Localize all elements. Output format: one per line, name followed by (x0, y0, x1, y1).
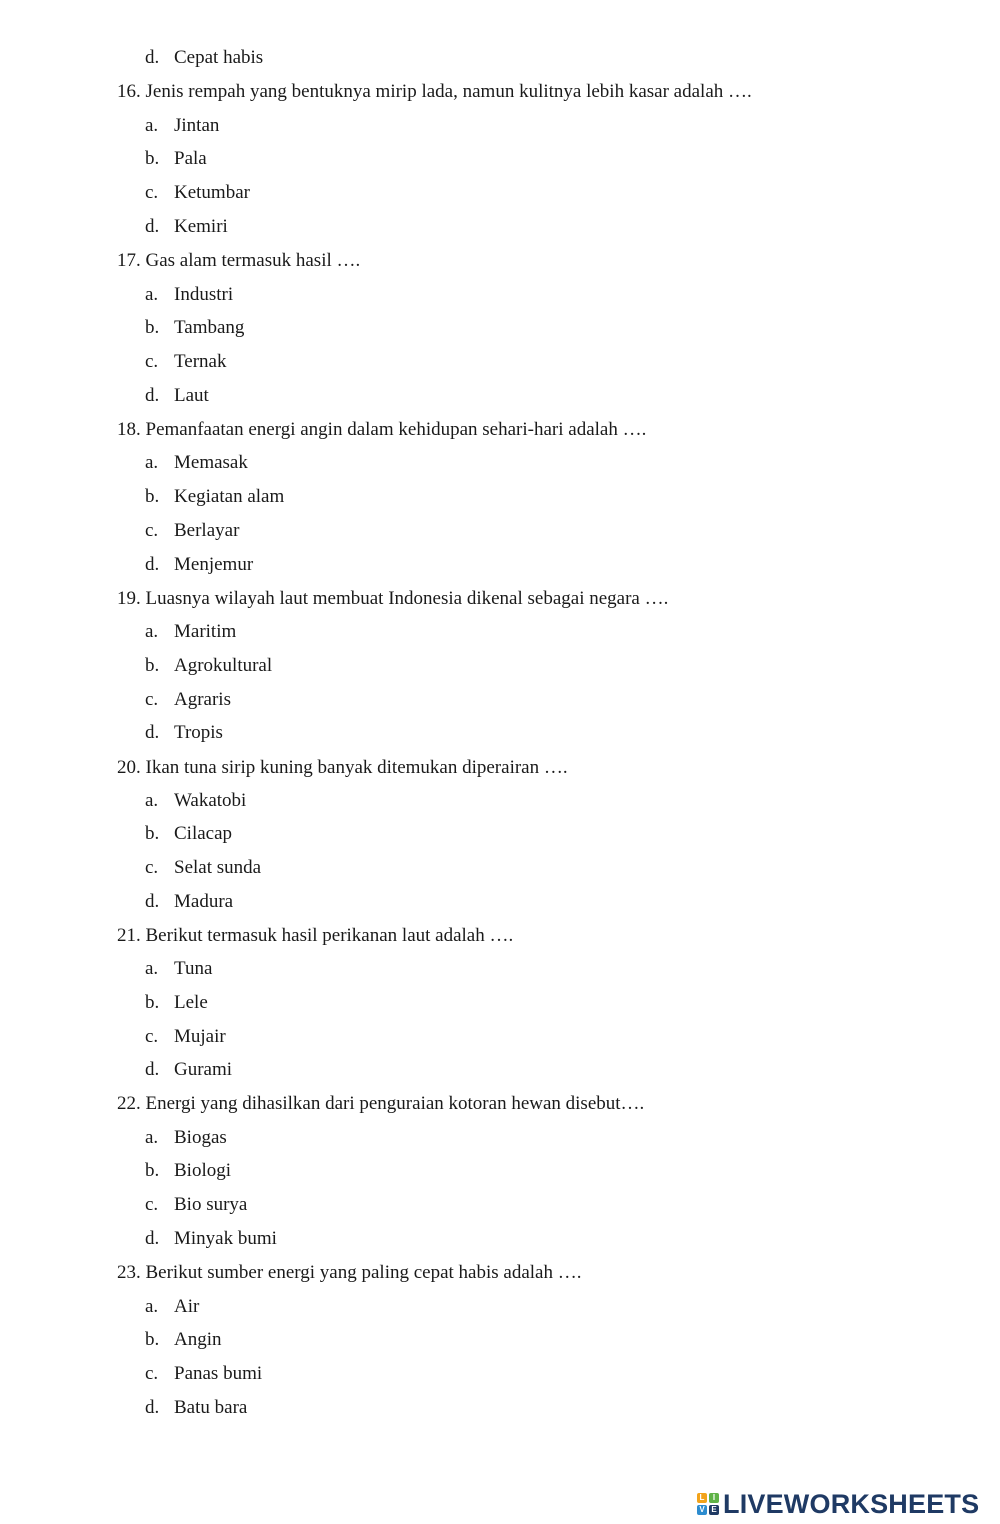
option-row (0, 182, 1000, 204)
option-text: Selat sunda (174, 857, 262, 878)
option-row (0, 1397, 1000, 1419)
option-row (0, 554, 1000, 576)
question-number: 17. (117, 250, 141, 271)
option-row (0, 317, 1000, 339)
option-row (0, 115, 1000, 137)
question-number: 22. (117, 1093, 141, 1114)
option-row (0, 1026, 1000, 1048)
option-text: Mujair (174, 1026, 226, 1047)
option-letter: c. (145, 1026, 159, 1047)
option-row (0, 1127, 1000, 1149)
option-row (0, 1228, 1000, 1250)
question-18 (117, 419, 646, 441)
question-number: 21. (117, 925, 141, 946)
option-row (0, 216, 1000, 238)
option-row (0, 1329, 1000, 1351)
option-text: Kemiri (174, 216, 228, 237)
logo-tile-l: L (697, 1493, 707, 1503)
option-letter: a. (145, 1296, 159, 1317)
option-letter: b. (145, 823, 160, 844)
option-letter: d. (145, 1397, 160, 1418)
logo-tile-e: E (709, 1505, 719, 1515)
option-letter: b. (145, 317, 160, 338)
option-letter: a. (145, 452, 159, 473)
liveworksheets-logo[interactable] (697, 1488, 979, 1520)
option-text: Ternak (174, 351, 227, 372)
question-text: Jenis rempah yang bentuknya mirip lada, namun kulitnya lebih kasar adalah …. (145, 81, 752, 102)
option-letter: d. (145, 554, 160, 575)
option-letter: a. (145, 958, 159, 979)
option-row (0, 1194, 1000, 1216)
option-row (0, 1160, 1000, 1182)
question-text: Pemanfaatan energi angin dalam kehidupan sehari-hari adalah …. (145, 419, 647, 440)
option-row (0, 1363, 1000, 1385)
option-letter: c. (145, 857, 159, 878)
question-19 (117, 588, 668, 610)
option-text: Jintan (174, 115, 220, 136)
question-number: 19. (117, 588, 141, 609)
option-letter: d. (145, 216, 160, 237)
option-row (0, 284, 1000, 306)
question-20 (117, 757, 568, 779)
option-text: Panas bumi (174, 1363, 263, 1384)
option-letter: d. (145, 722, 160, 743)
option-row (0, 351, 1000, 373)
option-letter: c. (145, 351, 159, 372)
option-letter: d. (145, 1228, 160, 1249)
option-text: Kegiatan alam (174, 486, 285, 507)
option-text: Memasak (174, 452, 248, 473)
option-text: Angin (174, 1329, 222, 1350)
option-letter: c. (145, 182, 159, 203)
option-text: Bio surya (174, 1194, 248, 1215)
question-text: Ikan tuna sirip kuning banyak ditemukan diperairan …. (145, 757, 568, 778)
option-letter: b. (145, 992, 160, 1013)
option-text: Agraris (174, 689, 231, 710)
question-16 (117, 81, 752, 103)
question-text: Berikut termasuk hasil perikanan laut adalah …. (145, 925, 514, 946)
option-text: Gurami (174, 1059, 233, 1080)
question-number: 23. (117, 1262, 141, 1283)
option-text: Biogas (174, 1127, 227, 1148)
option-letter: d. (145, 385, 160, 406)
option-letter: b. (145, 1329, 160, 1350)
option-row (0, 823, 1000, 845)
option-row (0, 47, 1000, 69)
option-text: Maritim (174, 621, 237, 642)
option-row (0, 486, 1000, 508)
option-row (0, 992, 1000, 1014)
option-letter: b. (145, 148, 160, 169)
question-text: Gas alam termasuk hasil …. (145, 250, 361, 271)
option-letter: a. (145, 1127, 159, 1148)
option-row (0, 385, 1000, 407)
option-text: Tambang (174, 317, 245, 338)
question-23 (117, 1262, 582, 1284)
question-number: 20. (117, 757, 141, 778)
question-21 (117, 925, 513, 947)
option-row (0, 148, 1000, 170)
option-letter: d. (145, 47, 160, 68)
option-text: Cilacap (174, 823, 233, 844)
option-row (0, 857, 1000, 879)
option-text: Berlayar (174, 520, 240, 541)
option-text: Batu bara (174, 1397, 248, 1418)
option-row (0, 621, 1000, 643)
liveworksheets-brand-text: LIVEWORKSHEETS (723, 1488, 980, 1519)
option-text: Ketumbar (174, 182, 250, 203)
option-letter: a. (145, 790, 159, 811)
option-text: Wakatobi (174, 790, 247, 811)
question-number: 16. (117, 81, 141, 102)
option-letter: a. (145, 284, 159, 305)
liveworksheets-logo-icon (697, 1493, 719, 1515)
option-row (0, 722, 1000, 744)
option-text: Tuna (174, 958, 213, 979)
option-row (0, 520, 1000, 542)
logo-tile-v: V (697, 1505, 707, 1515)
option-row (0, 891, 1000, 913)
option-text: Minyak bumi (174, 1228, 277, 1249)
option-text: Pala (174, 148, 207, 169)
option-letter: b. (145, 486, 160, 507)
question-text: Luasnya wilayah laut membuat Indonesia dikenal sebagai negara …. (145, 588, 669, 609)
option-letter: b. (145, 655, 160, 676)
option-letter: c. (145, 1194, 159, 1215)
option-text: Biologi (174, 1160, 232, 1181)
option-letter: c. (145, 689, 159, 710)
option-row (0, 452, 1000, 474)
option-text: Madura (174, 891, 234, 912)
option-row (0, 1296, 1000, 1318)
option-letter: b. (145, 1160, 160, 1181)
option-text: Lele (174, 992, 208, 1013)
option-text: Tropis (174, 722, 223, 743)
option-text: Laut (174, 385, 209, 406)
option-letter: a. (145, 115, 159, 136)
option-row (0, 790, 1000, 812)
option-text: Agrokultural (174, 655, 273, 676)
option-row (0, 958, 1000, 980)
question-17 (117, 250, 360, 272)
option-text: Cepat habis (174, 47, 264, 68)
option-row (0, 1059, 1000, 1081)
option-letter: a. (145, 621, 159, 642)
question-number: 18. (117, 419, 141, 440)
option-text: Air (174, 1296, 200, 1317)
option-row (0, 655, 1000, 677)
option-letter: c. (145, 520, 159, 541)
option-text: Industri (174, 284, 234, 305)
logo-tile-i: I (709, 1493, 719, 1503)
option-letter: c. (145, 1363, 159, 1384)
option-row (0, 689, 1000, 711)
option-text: Menjemur (174, 554, 254, 575)
question-22 (117, 1093, 644, 1115)
option-letter: d. (145, 891, 160, 912)
option-letter: d. (145, 1059, 160, 1080)
question-text: Berikut sumber energi yang paling cepat habis adalah …. (145, 1262, 582, 1283)
question-text: Energi yang dihasilkan dari penguraian kotoran hewan disebut…. (145, 1093, 645, 1114)
